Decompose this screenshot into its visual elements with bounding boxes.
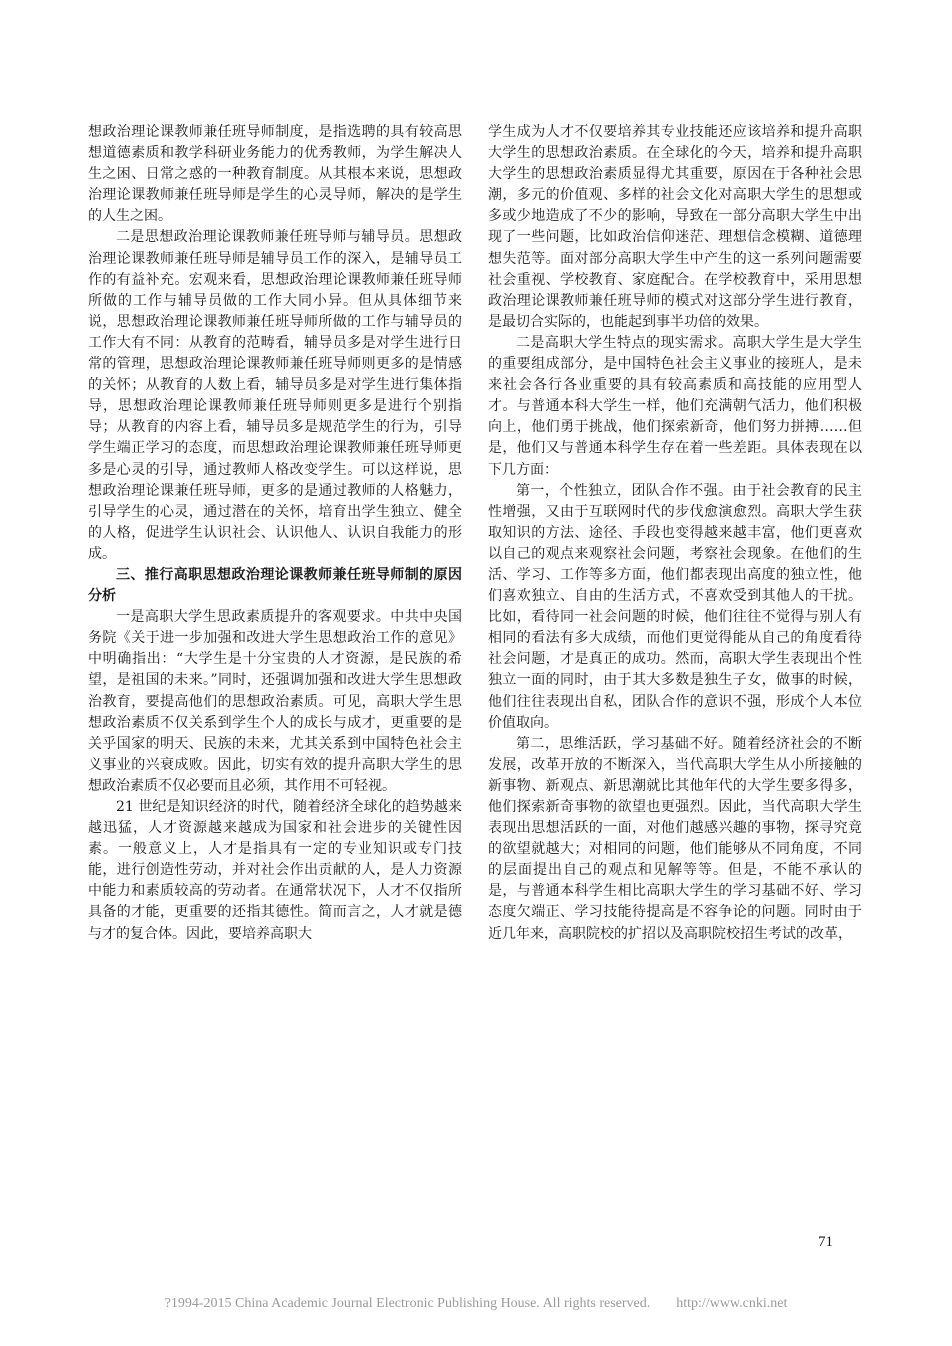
footer-url: http://www.cnki.net xyxy=(676,1296,788,1311)
paragraph: 一是高职大学生思政素质提升的客观要求。中共中央国务院《关于进一步加强和改进大学生思想政治工作的意见》中明确指出：“大学生是十分宝贵的人才资源，是民族的希望，是祖国的未来。”同时，还强调加强和改进大学生思想政治教育，要提高他们的思想政治素质。可见，高职大学生思想政治素质不仅关系到学生个人的成长与成才，更重要的是关乎国家的明天、民族的未来，尤其关系到中国特色社会主义事业的兴衰成败。因此，切实有效的提升高职大学生的思想政治素质不仅必要而且必须，其作用不可轻视。 xyxy=(88,609,462,794)
paragraph: 第一，个性独立，团队合作不强。由于社会教育的民主性增强，又由于互联网时代的步伐愈演愈烈。高职大学生获取知识的方法、途径、手段也变得越来越丰富，他们更喜欢以自己的观点来观察社会问题，考察社会现象。在他们的生活、学习、工作等多方面，他们都表现出高度的独立性，他们喜欢独立、自由的生活方式，不喜欢受到其他人的干扰。比如，看待同一社会问题的时候，他们往往不觉得与别人有相同的看法有多大成绩，而他们更觉得能从自己的角度看待社会问题，才是真正的成功。然而，高职大学生表现出个性独立一面的同时，由于其大多数是独生子女，做事的时候，他们往往表现出自私，团队合作的意识不强，形成个人本位价值取向。 xyxy=(488,482,862,731)
right-column xyxy=(488,122,862,945)
copyright-notice: ?1994-2015 China Academic Journal Electronic Publishing House. All rights reserved. xyxy=(164,1296,651,1311)
page-number: 71 xyxy=(818,1234,833,1250)
footer xyxy=(0,1296,952,1312)
paragraph: 第二，思维活跃，学习基础不好。随着经济社会的不断发展，改革开放的不断深入，当代高职大学生从小所接触的新事物、新观点、新思潮就比其他年代的大学生要多得多，他们探索新奇事物的欲望也更强烈。因此，当代高职大学生表现出思想活跃的一面，对他们越感兴趣的事物，探寻究竟的欲望就越大；对相同的问题，他们能够从不同角度，不同的层面提出自己的观点和见解等等。但是，不能不承认的是，与普通本科学生相比高职大学生的学习基础不好、学习态度欠端正、学习技能待提高是不容争论的问题。同时由于近几年来，高职院校的扩招以及高职院校招生考试的改革， xyxy=(488,735,862,942)
paragraph: 21 世纪是知识经济的时代，随着经济全球化的趋势越来越迅猛，人才资源越来越成为国家和社会进步的关键性因素。一般意义上，人才是指具有一定的专业知识或专门技能，进行创造性劳动，并对社会作出贡献的人，是人力资源中能力和素质较高的劳动者。在通常状况下，人才不仅指所具备的才能，更重要的还指其德性。简而言之，人才就是德与才的复合体。因此，要培养高职大 xyxy=(88,799,462,942)
section-heading: 三、推行高职思想政治理论课教师兼任班导师制的原因分析 xyxy=(88,566,462,605)
paragraph: 二是思想政治理论课教师兼任班导师与辅导员。思想政治理论课教师兼任班导师是辅导员工作的深入，是辅导员工作的有益补充。宏观来看，思想政治理论课教师兼任班导师所做的工作与辅导员做的工作大同小异。但从具体细节来说，思想政治理论课教师兼任班导师所做的工作与辅导员的工作大有不同：从教育的范畴看，辅导员多是对学生进行日常的管理，思想政治理论课教师兼任班导师则更多的是情感的关怀；从教育的人数上看，辅导员多是对学生进行集体指导，思想政治理论课教师兼任班导师则更多是进行个别指导；从教育的内容上看，辅导员多是规范学生的行为，引导学生端正学习的态度，而思想政治理论课教师兼任班导师更多是心灵的引导，通过教师人格改变学生。可以这样说，思想政治理论课兼任班导师，更多的是通过教师的人格魅力，引导学生的心灵，通过潜在的关怀，培育出学生独立、健全的人格，促进学生认识社会、认识他人、认识自我能力的形成。 xyxy=(88,229,462,562)
paragraph: 学生成为人才不仅要培养其专业技能还应该培养和提升高职大学生的思想政治素质。在全球化的今天，培养和提升高职大学生的思想政治素质显得尤其重要，原因在于各种社会思潮，多元的价值观、多样的社会文化对高职大学生的思想或多或少地造成了不少的影响，导致在一部分高职大学生中出现了一些问题，比如政治信仰迷茫、理想信念模糊、道德理想失范等。面对部分高职大学生中产生的这一系列问题需要社会重视、学校教育、家庭配合。在学校教育中，采用思想政治理论课教师兼任班导师的模式对这部分学生进行教育，是最切合实际的，也能起到事半功倍的效果。 xyxy=(488,124,862,330)
left-column xyxy=(88,122,462,945)
paragraph: 想政治理论课教师兼任班导师制度，是指选聘的具有较高思想道德素质和教学科研业务能力的优秀教师，为学生解决人生之困、日常之惑的一种教育制度。从其根本来说，思想政治理论课教师兼任班导师是学生的心灵导师，解决的是学生的人生之困。 xyxy=(88,124,462,225)
paragraph: 二是高职大学生特点的现实需求。高职大学生是大学生的重要组成部分，是中国特色社会主义事业的接班人，是未来社会各行各业重要的具有较高素质和高技能的应用型人才。与普通本科大学生一样，他们充满朝气活力，他们积极向上，他们勇于挑战，他们探索新奇，他们努力拼搏……但是，他们又与普通本科学生存在着一些差距。具体表现在以下几方面： xyxy=(488,334,862,478)
